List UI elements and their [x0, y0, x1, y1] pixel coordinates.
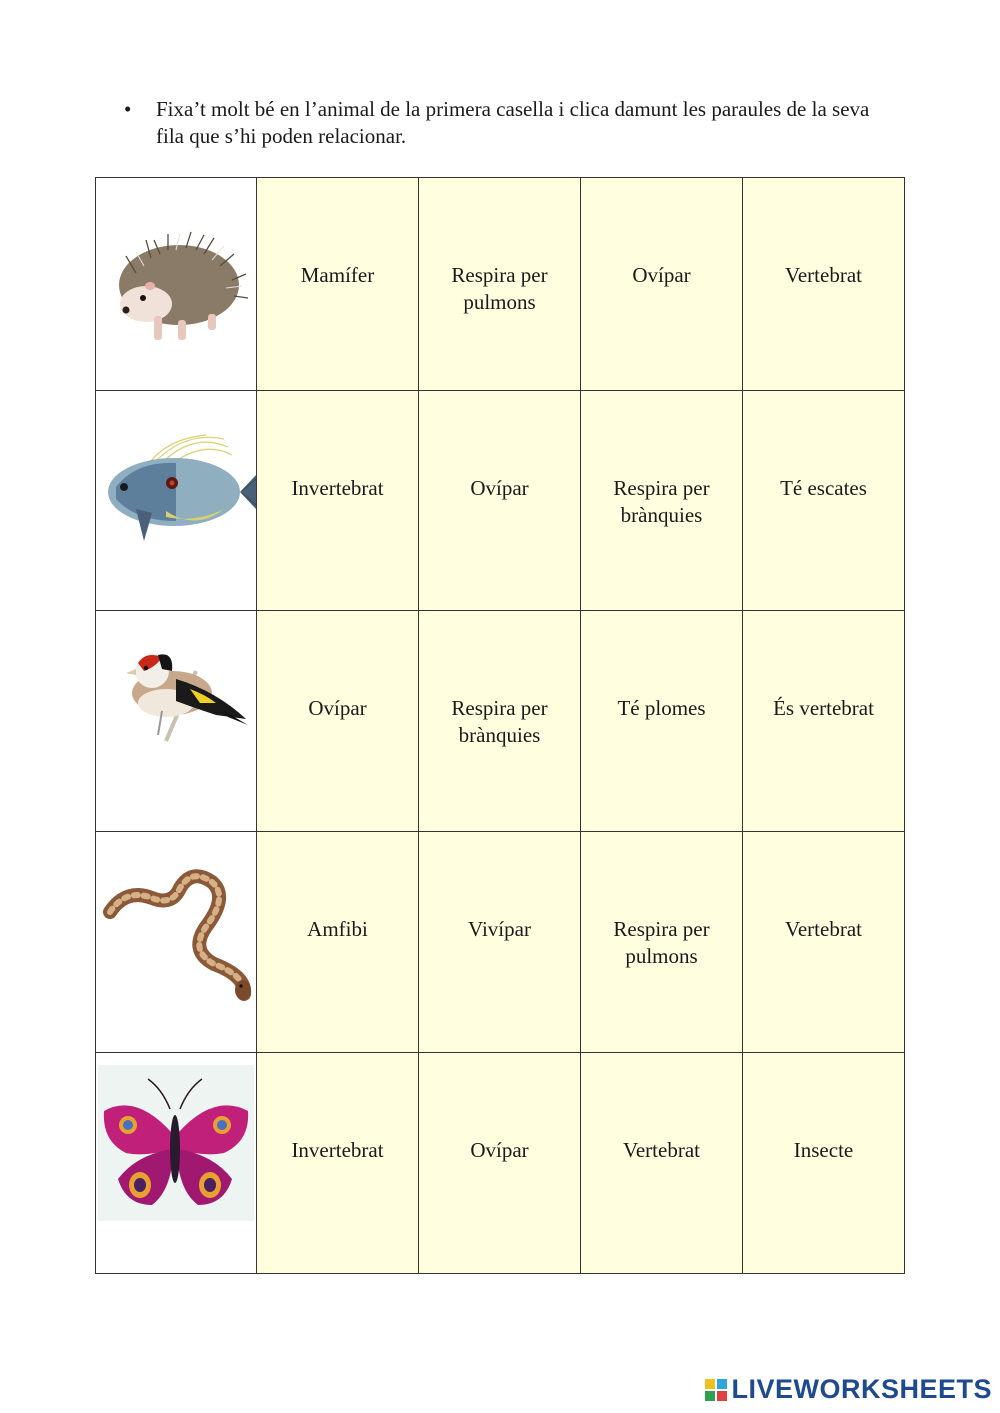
- word-cell[interactable]: Mamífer: [257, 178, 419, 391]
- table-row: [96, 611, 905, 832]
- logo-icon: [705, 1379, 727, 1401]
- word-cell[interactable]: Invertebrat: [257, 1053, 419, 1274]
- word-cell[interactable]: Invertebrat: [257, 391, 419, 611]
- word-cell[interactable]: Respira per pulmons: [581, 832, 743, 1053]
- logo-text: LIVEWORKSHEETS: [731, 1374, 992, 1404]
- word-cell[interactable]: Ovípar: [257, 611, 419, 832]
- fish-image: [96, 391, 257, 611]
- word-cell[interactable]: Ovípar: [581, 178, 743, 391]
- bullet: •: [124, 97, 132, 121]
- hedgehog-image: [96, 178, 257, 391]
- word-cell[interactable]: Ovípar: [419, 1053, 581, 1274]
- word-cell[interactable]: Ovípar: [419, 391, 581, 611]
- word-cell[interactable]: És vertebrat: [743, 611, 905, 832]
- word-cell[interactable]: Respira per brànquies: [419, 611, 581, 832]
- butterfly-image: [96, 1053, 257, 1274]
- instruction-text: Fixa’t molt bé en l’animal de la primera casella i clica damunt les paraules de la seva fila que s’hi poden relacionar.: [156, 97, 870, 148]
- instruction: [120, 96, 900, 150]
- table-row: [96, 178, 905, 391]
- word-cell[interactable]: Té plomes: [581, 611, 743, 832]
- word-cell[interactable]: Vertebrat: [743, 832, 905, 1053]
- word-cell[interactable]: Amfibi: [257, 832, 419, 1053]
- table-row: [96, 832, 905, 1053]
- word-cell[interactable]: Respira per pulmons: [419, 178, 581, 391]
- word-cell[interactable]: Insecte: [743, 1053, 905, 1274]
- bird-image: [96, 611, 257, 832]
- word-cell[interactable]: Vertebrat: [581, 1053, 743, 1274]
- liveworksheets-logo: [705, 1374, 992, 1405]
- table-row: [96, 391, 905, 611]
- word-cell[interactable]: Respira per brànquies: [581, 391, 743, 611]
- word-cell[interactable]: Té escates: [743, 391, 905, 611]
- animal-word-table: [95, 177, 905, 1274]
- snake-image: [96, 832, 257, 1053]
- table-row: [96, 1053, 905, 1274]
- word-cell[interactable]: Vivípar: [419, 832, 581, 1053]
- word-cell[interactable]: Vertebrat: [743, 178, 905, 391]
